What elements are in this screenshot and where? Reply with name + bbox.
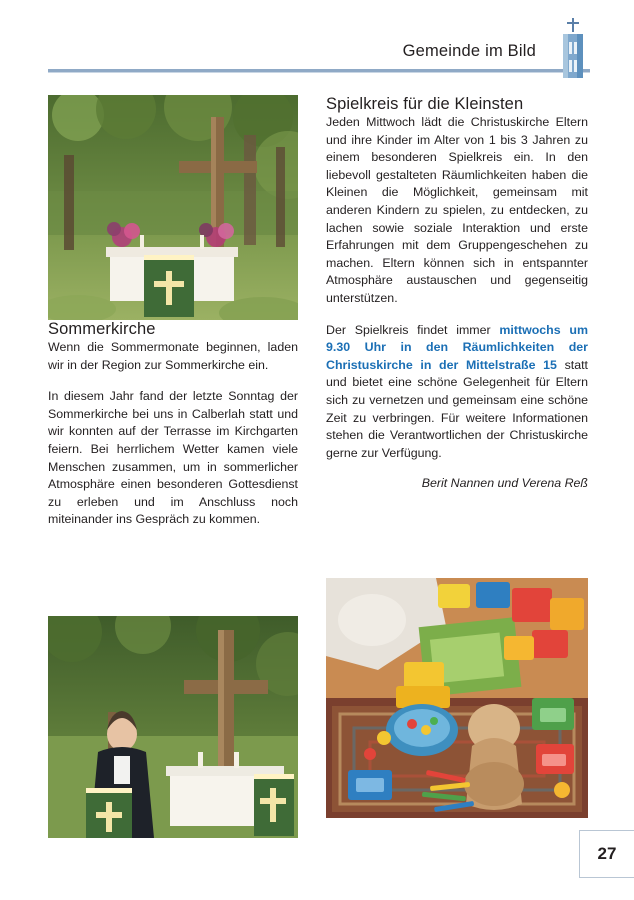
photo-pastor-altar bbox=[48, 616, 298, 838]
page-header bbox=[0, 0, 634, 86]
paragraph-spielkreis-1: Jeden Mittwoch lädt die Christuskirche Eltern und ihre Kinder im Alter von 1 bis 3 Jahren zu einem besonderen Spielkreis ein. In den liebevoll gestalteten Räumlichkeiten haben die Kleinen die Möglichkeit, gemeinsam mit anderen Kindern zu spielen, zu entdecken, zu lachen sowie soziale Interaktion und erste Erfahrungen mit dem Gruppengeschehen zu machen. Eltern können sich in entspannter Atmosphäre austauschen und gegenseitig unterstützen. bbox=[326, 115, 588, 305]
paragraph-spielkreis-2 bbox=[326, 322, 588, 463]
right-column bbox=[326, 95, 588, 490]
paragraph-sommerkirche-1: Wenn die Sommermonate beginnen, laden wir in der Region zur Sommerkirche ein. bbox=[48, 340, 298, 372]
left-column bbox=[48, 95, 298, 529]
page-number: 27 bbox=[597, 844, 617, 863]
byline-authors: Berit Nannen und Verena Reß bbox=[421, 476, 588, 491]
section-title-sommerkirche: Sommerkirche bbox=[48, 320, 156, 338]
paragraph-spielkreis-2-tail: statt und bietet eine schöne Gelegenheit für Eltern sich zu vernetzen und gemeinsam eine schöne Zeit zu verbringen. Für weitere Informationen stehen die Verantwortlichen der Christuskirche gerne zur Verfügung. bbox=[326, 357, 588, 460]
photo-altar-garden bbox=[48, 95, 298, 320]
church-tower-icon bbox=[556, 18, 590, 78]
paragraph-spielkreis-2-lead: Der Spielkreis findet immer bbox=[326, 322, 500, 337]
page-number-box bbox=[579, 830, 634, 878]
photo-toys bbox=[326, 578, 588, 818]
paragraph-spielkreis-2-highlight: mittwochs um 9.30 Uhr in den Räumlichkeiten der Christuskirche in der Mittelstraße 15 bbox=[326, 322, 588, 372]
section-title-spielkreis: Spielkreis für die Kleinsten bbox=[326, 95, 524, 113]
photo-pastor-altar-graphic bbox=[48, 616, 298, 838]
page-title: Gemeinde im Bild bbox=[402, 42, 536, 60]
header-divider bbox=[48, 69, 590, 72]
photo-toys-graphic bbox=[326, 578, 588, 818]
paragraph-sommerkirche-2: In diesem Jahr fand der letzte Sonntag der Sommerkirche bei uns in Calberlah statt und wir konnten auf der Terrasse im Kirchgarten feiern. Bei herrlichem Wetter kamen viele Menschen zusammen, um in sommerlicher Atmosphäre einen besonderen Gottesdienst zu erleben und im Anschluss noch miteinander ins Gespräch zu kommen. bbox=[48, 389, 298, 527]
photo-altar-garden-graphic bbox=[48, 95, 298, 320]
